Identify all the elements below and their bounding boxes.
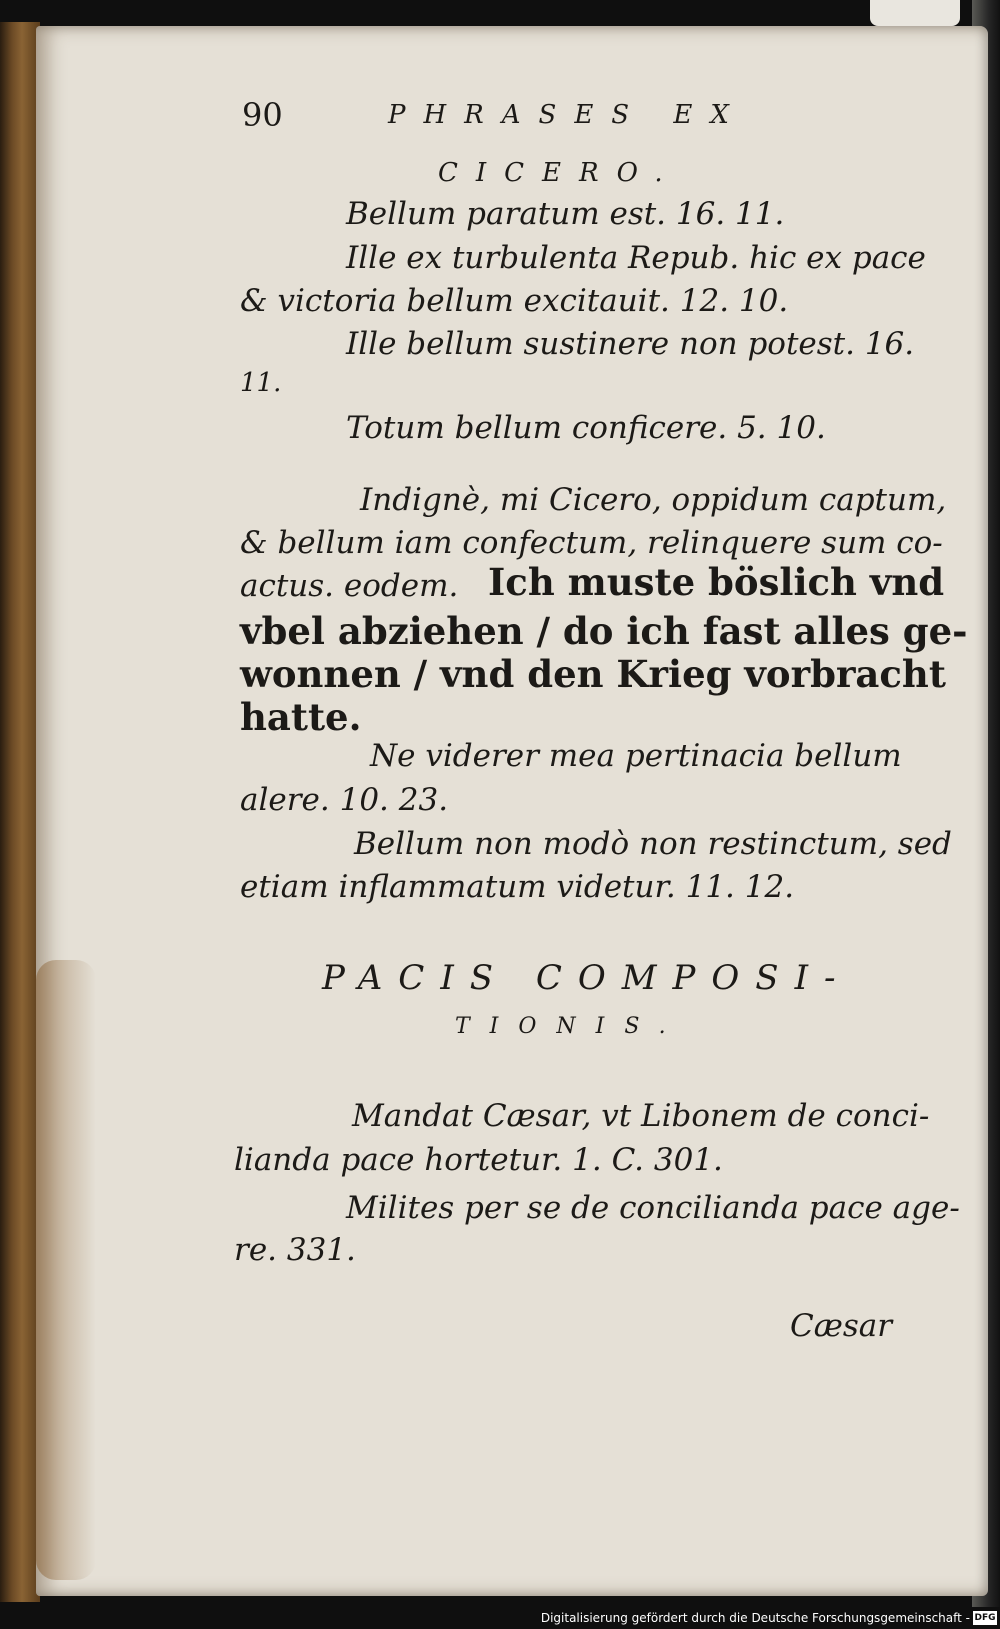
text-line: CICERO. [438, 158, 681, 188]
text-line: & bellum iam confectum, relinquere sum co- [240, 525, 943, 561]
footer-bar [0, 1607, 1000, 1629]
section-heading: PACIS COMPOSI- [322, 958, 852, 998]
text-line: Ne viderer mea pertinacia bellum [370, 738, 902, 774]
text-line: Bellum paratum est. 16. 11. [346, 196, 785, 232]
text-line: Indignè, mi Cicero, oppidum captum, [360, 482, 947, 518]
footer-credit: Digitalisierung gefördert durch die Deutsche Forschungsgemeinschaft - [540, 1611, 970, 1625]
catchword: Cæsar [790, 1308, 893, 1344]
fraktur-line: Ich muste böslich vnd [488, 560, 945, 604]
text-line: actus. eodem. [240, 568, 459, 604]
text-line: 11. [240, 368, 282, 398]
text-line: Ille bellum sustinere non potest. 16. [346, 326, 915, 362]
text-line: Mandat Cæsar, vt Libonem de conci- [352, 1098, 930, 1134]
section-heading-continued: TIONIS. [455, 1014, 686, 1039]
dfg-logo: DFG [974, 1613, 996, 1623]
text-line: alere. 10. 23. [240, 782, 449, 818]
text-line: Ille ex turbulenta Repub. hic ex pace [346, 240, 926, 276]
text-line: Milites per se de concilianda pace age- [346, 1190, 960, 1226]
top-tab [870, 0, 960, 26]
book-spine [0, 22, 40, 1602]
fraktur-line: hatte. [240, 695, 362, 739]
fraktur-line: vbel abziehen / do ich fast alles ge- [240, 609, 968, 653]
page-number: 90 [242, 96, 283, 134]
text-line: re. 331. [234, 1232, 356, 1268]
text-line: Bellum non modò non restinctum, sed [354, 826, 952, 862]
fraktur-line: wonnen / vnd den Krieg vorbracht [240, 652, 946, 696]
text-line: & victoria bellum excitauit. 12. 10. [240, 283, 789, 319]
text-line: etiam inflammatum videtur. 11. 12. [240, 869, 795, 905]
running-title: PHRASES EX [388, 100, 747, 130]
text-line: lianda pace hortetur. 1. C. 301. [234, 1142, 723, 1178]
text-line: Totum bellum conficere. 5. 10. [346, 410, 826, 446]
paper-stain [36, 960, 96, 1580]
